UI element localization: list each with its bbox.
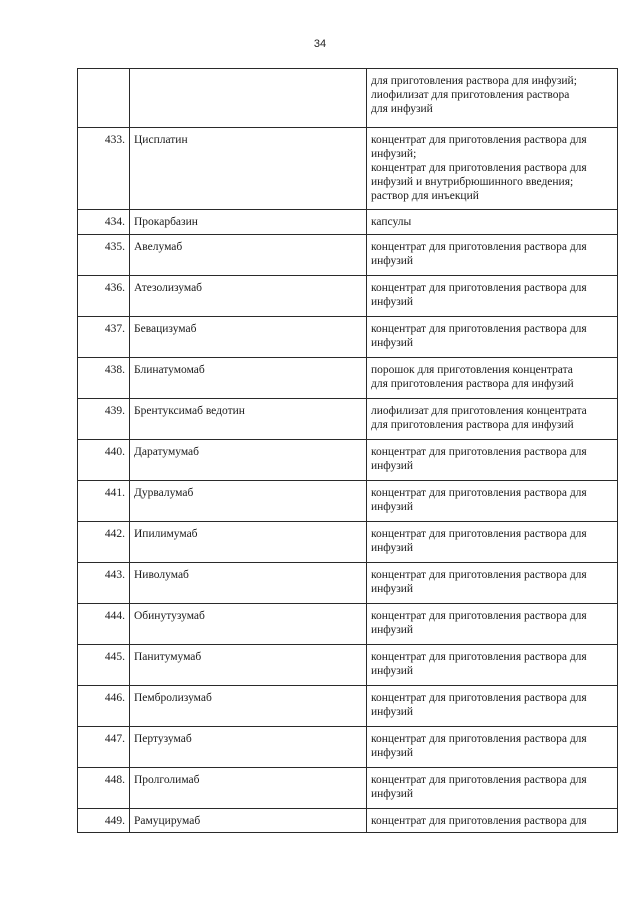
- dosage-form-line: концентрат для приготовления раствора для: [371, 134, 587, 146]
- row-number: 438.: [78, 358, 130, 399]
- dosage-form-line: для приготовления раствора для инфузий: [371, 378, 574, 390]
- drug-name: Авелумаб: [130, 235, 367, 276]
- drug-name: Обинутузумаб: [130, 604, 367, 645]
- row-number: 441.: [78, 481, 130, 522]
- drug-name: Ипилимумаб: [130, 522, 367, 563]
- drug-name: Блинатумомаб: [130, 358, 367, 399]
- table-row: [78, 809, 618, 833]
- table-row: [78, 563, 618, 604]
- dosage-form-line: концентрат для приготовления раствора для: [371, 323, 587, 335]
- row-number: 447.: [78, 727, 130, 768]
- dosage-form-line: инфузий: [371, 583, 414, 595]
- dosage-form: [367, 768, 618, 809]
- dosage-form: [367, 645, 618, 686]
- dosage-form-line: для приготовления раствора для инфузий;: [371, 75, 577, 87]
- dosage-form-line: инфузий и внутрибрюшинного введения;: [371, 176, 574, 188]
- dosage-form-line: порошок для приготовления концентрата: [371, 364, 573, 376]
- dosage-form: [367, 686, 618, 727]
- row-number: 437.: [78, 317, 130, 358]
- table-row: [78, 604, 618, 645]
- dosage-form-line: концентрат для приготовления раствора для: [371, 446, 587, 458]
- drug-name: Цисплатин: [130, 128, 367, 210]
- drug-name: Пембролизумаб: [130, 686, 367, 727]
- row-number: 448.: [78, 768, 130, 809]
- dosage-form-line: раствор для инъекций: [371, 190, 479, 202]
- row-number: 439.: [78, 399, 130, 440]
- dosage-form: [367, 440, 618, 481]
- dosage-form: [367, 522, 618, 563]
- dosage-form: [367, 210, 618, 235]
- drug-name: Прокарбазин: [130, 210, 367, 235]
- dosage-form-line: инфузий: [371, 788, 414, 800]
- dosage-form-line: для приготовления раствора для инфузий: [371, 419, 574, 431]
- drug-table-body: [78, 69, 618, 833]
- row-number: 445.: [78, 645, 130, 686]
- table-row: [78, 768, 618, 809]
- dosage-form: [367, 727, 618, 768]
- dosage-form-line: лиофилизат для приготовления концентрата: [371, 405, 587, 417]
- dosage-form-line: инфузий: [371, 255, 414, 267]
- row-number: 446.: [78, 686, 130, 727]
- drug-name: Брентуксимаб ведотин: [130, 399, 367, 440]
- dosage-form: [367, 235, 618, 276]
- table-row: [78, 235, 618, 276]
- row-number: 443.: [78, 563, 130, 604]
- dosage-form: [367, 399, 618, 440]
- dosage-form-line: инфузий: [371, 706, 414, 718]
- dosage-form: [367, 276, 618, 317]
- drug-name: Бевацизумаб: [130, 317, 367, 358]
- dosage-form-line: инфузий: [371, 624, 414, 636]
- row-number: 449.: [78, 809, 130, 833]
- dosage-form-line: инфузий: [371, 747, 414, 759]
- row-number: 440.: [78, 440, 130, 481]
- dosage-form: [367, 317, 618, 358]
- drug-name: Пролголимаб: [130, 768, 367, 809]
- row-number: 433.: [78, 128, 130, 210]
- table-row: [78, 276, 618, 317]
- table-row: [78, 645, 618, 686]
- dosage-form-line: инфузий: [371, 337, 414, 349]
- dosage-form-line: концентрат для приготовления раствора для: [371, 610, 587, 622]
- dosage-form-line: концентрат для приготовления раствора для: [371, 774, 587, 786]
- dosage-form-line: концентрат для приготовления раствора для: [371, 733, 587, 745]
- dosage-form-line: концентрат для приготовления раствора для: [371, 487, 587, 499]
- dosage-form-line: лиофилизат для приготовления раствора: [371, 89, 570, 101]
- drug-name: Дурвалумаб: [130, 481, 367, 522]
- table-row: [78, 317, 618, 358]
- dosage-form-line: капсулы: [371, 216, 412, 228]
- drug-name: Атезолизумаб: [130, 276, 367, 317]
- dosage-form: [367, 481, 618, 522]
- table-row: [78, 358, 618, 399]
- dosage-form-line: инфузий: [371, 296, 414, 308]
- row-number: 444.: [78, 604, 130, 645]
- dosage-form-line: концентрат для приготовления раствора для: [371, 528, 587, 540]
- row-number: 442.: [78, 522, 130, 563]
- dosage-form-line: концентрат для приготовления раствора для: [371, 162, 587, 174]
- drug-name: Панитумумаб: [130, 645, 367, 686]
- dosage-form-line: инфузий: [371, 542, 414, 554]
- dosage-form-line: инфузий;: [371, 148, 417, 160]
- dosage-form-line: инфузий: [371, 665, 414, 677]
- row-number: 434.: [78, 210, 130, 235]
- table-row: [78, 522, 618, 563]
- table-row: [78, 440, 618, 481]
- dosage-form-line: инфузий: [371, 501, 414, 513]
- drug-name: Рамуцирумаб: [130, 809, 367, 833]
- table-row: [78, 128, 618, 210]
- dosage-form: [367, 358, 618, 399]
- dosage-form-line: концентрат для приготовления раствора для: [371, 241, 587, 253]
- dosage-form: [367, 604, 618, 645]
- dosage-form-line: концентрат для приготовления раствора для: [371, 815, 587, 827]
- table-row: [78, 210, 618, 235]
- dosage-form-line: концентрат для приготовления раствора для: [371, 282, 587, 294]
- row-number: [78, 69, 130, 128]
- drug-name: Пертузумаб: [130, 727, 367, 768]
- row-number: 436.: [78, 276, 130, 317]
- table-row: [78, 727, 618, 768]
- dosage-form-line: инфузий: [371, 460, 414, 472]
- table-row: [78, 399, 618, 440]
- table-row: [78, 686, 618, 727]
- drug-name: Ниволумаб: [130, 563, 367, 604]
- row-number: 435.: [78, 235, 130, 276]
- table-row: [78, 481, 618, 522]
- dosage-form-line: концентрат для приготовления раствора для: [371, 569, 587, 581]
- dosage-form: [367, 563, 618, 604]
- table-row: [78, 69, 618, 128]
- dosage-form: [367, 69, 618, 128]
- drug-name: Даратумумаб: [130, 440, 367, 481]
- dosage-form-line: концентрат для приготовления раствора для: [371, 651, 587, 663]
- dosage-form-line: для инфузий: [371, 103, 433, 115]
- drug-name: [130, 69, 367, 128]
- dosage-form: [367, 128, 618, 210]
- drug-table: [77, 68, 618, 833]
- page-number: 34: [313, 38, 327, 50]
- dosage-form-line: концентрат для приготовления раствора для: [371, 692, 587, 704]
- dosage-form: [367, 809, 618, 833]
